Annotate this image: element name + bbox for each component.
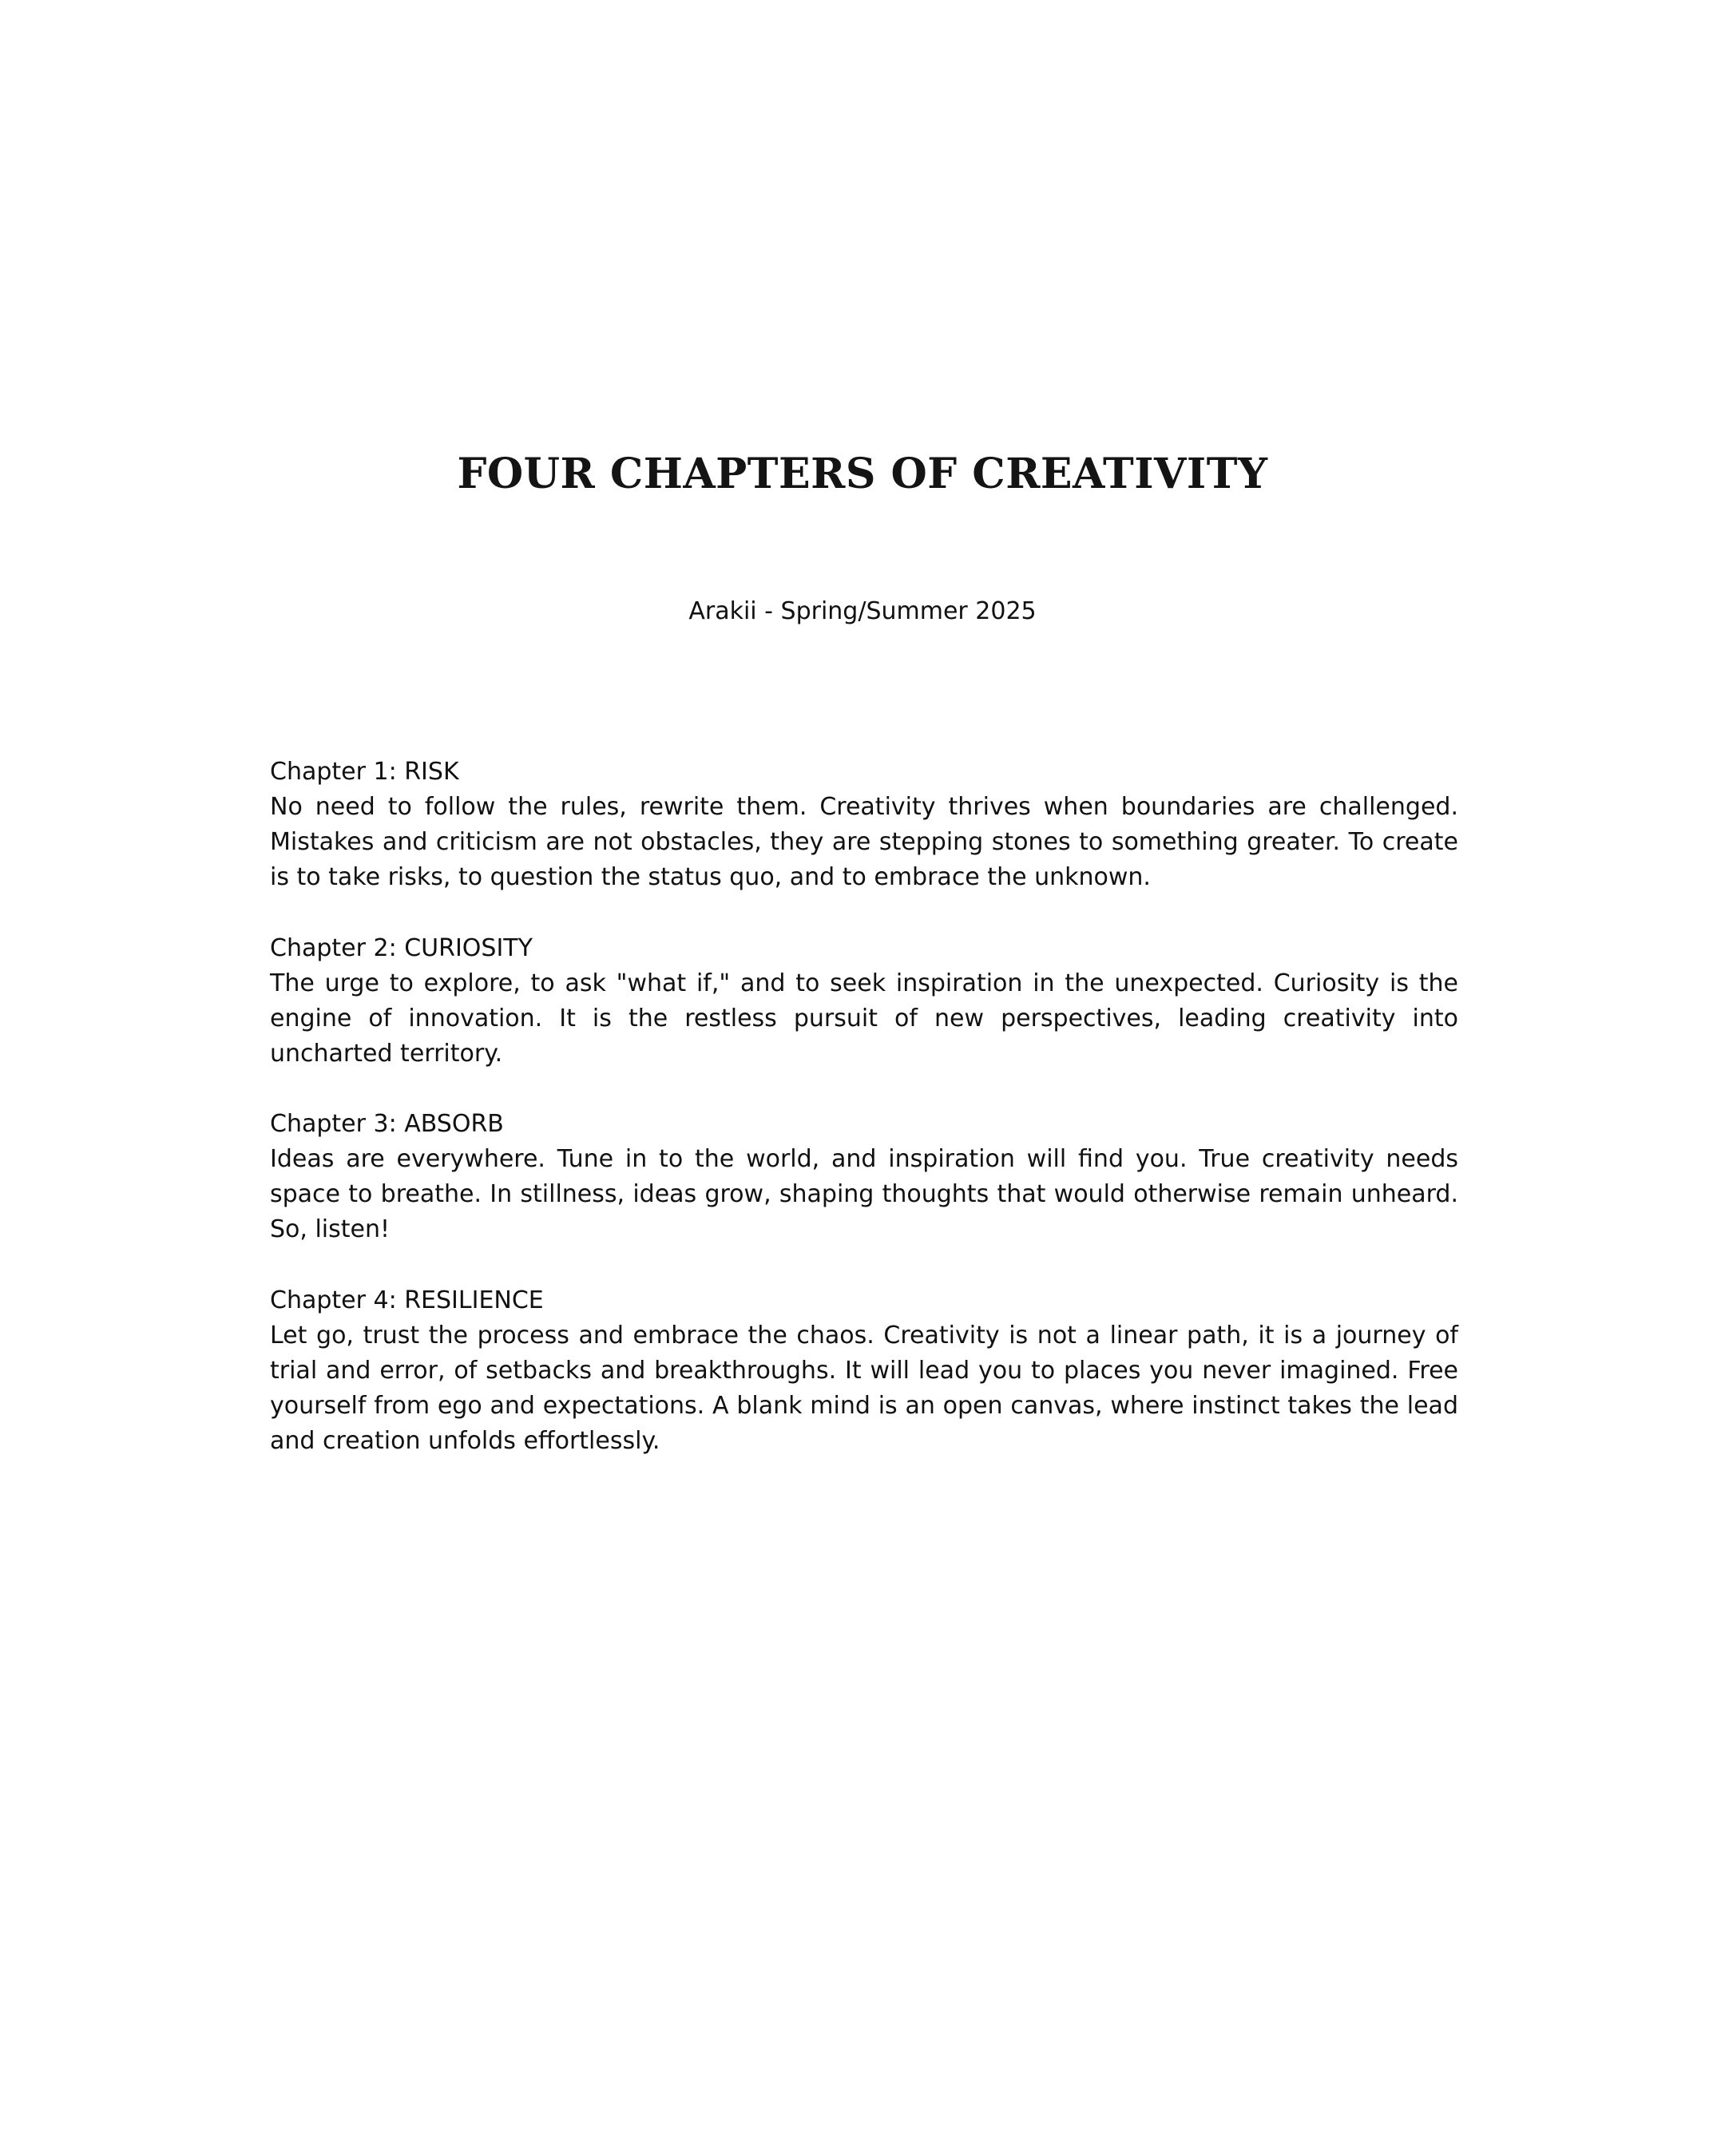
- chapter-body: The urge to explore, to ask "what if," and to seek inspiration in the unexpected. Curiosity is the engine of innovation. It is the restless pursuit of new perspectives, leading creativity into uncharted territory.: [270, 969, 1458, 1068]
- document-title: FOUR CHAPTERS OF CREATIVITY: [457, 450, 1268, 498]
- chapter-section-3: [270, 1107, 1458, 1247]
- chapter-section-2: [270, 931, 1458, 1072]
- chapter-section-4: [270, 1283, 1458, 1459]
- chapter-section-1: [270, 755, 1458, 895]
- chapter-heading: Chapter 4: RESILIENCE: [270, 1286, 544, 1314]
- chapter-heading: Chapter 1: RISK: [270, 758, 459, 786]
- document-subtitle: Arakii - Spring/Summer 2025: [688, 597, 1037, 625]
- chapter-body: No need to follow the rules, rewrite them. Creativity thrives when boundaries are challenged. Mistakes and criticism are not obstacles, they are stepping stones to something greater. To create is to take risks, to question the status quo, and to embrace the unknown.: [270, 793, 1458, 891]
- chapter-body: Ideas are everywhere. Tune in to the world, and inspiration will find you. True creativity needs space to breathe. In stillness, ideas grow, shaping thoughts that would otherwise remain unheard. So, listen!: [270, 1145, 1458, 1243]
- chapter-heading: Chapter 3: ABSORB: [270, 1110, 504, 1138]
- chapter-body: Let go, trust the process and embrace the chaos. Creativity is not a linear path, it is a journey of trial and error, of setbacks and breakthroughs. It will lead you to places you never imagined. Free yourself from ego and expectations. A blank mind is an open canvas, where instinct takes the lead and creation unfolds effortlessly.: [270, 1322, 1458, 1455]
- chapter-heading: Chapter 2: CURIOSITY: [270, 934, 533, 962]
